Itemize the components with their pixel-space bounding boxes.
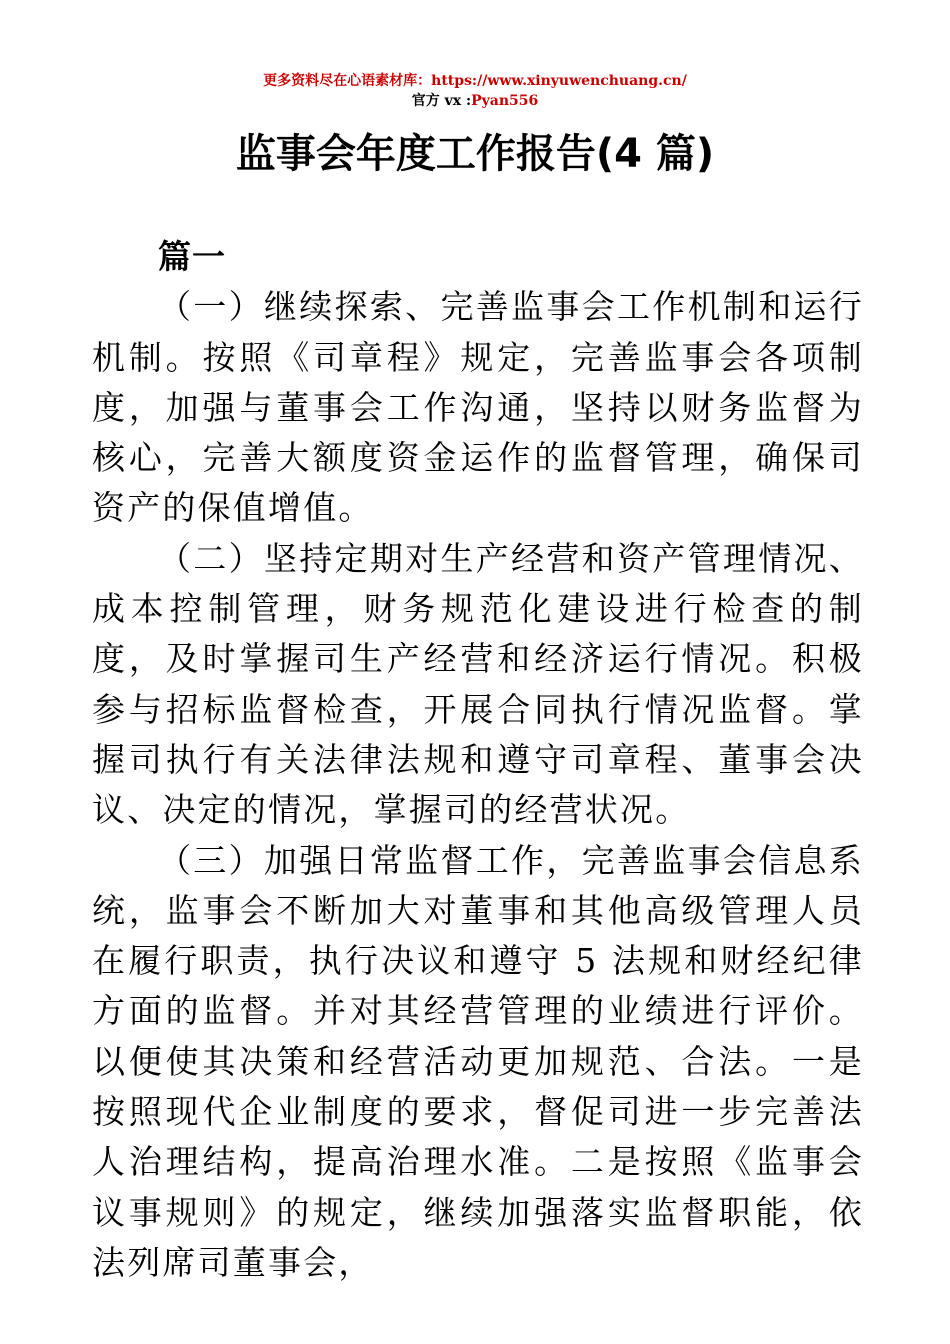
document-title: 监事会年度工作报告(4 篇) [235,131,715,177]
document-body [92,232,864,1288]
contact-label: 官方 vx : [411,93,472,109]
section-heading: 篇一 [158,237,226,276]
promo-header: 更多资料尽在心语素材库：https://www.xinyuwenchuang.cn/ [263,73,687,89]
contact-header [0,92,950,110]
paragraph-1: （一）继续探索、完善监事会工作机制和运行机制。按照《司章程》规定，完善监事会各项制度，加强与董事会工作沟通，坚持以财务监督为核心，完善大额度资金运作的监督管理，确保司资产的保值增值。 [92,287,864,528]
paragraph-3: （三）加强日常监督工作，完善监事会信息系统，监事会不断加大对董事和其他高级管理人员在履行职责，执行决议和遵守 5 法规和财经纪律方面的监督。并对其经营管理的业绩进行评价。以便使其决策和经营活动更加规范、合法。一是按照现代企业制度的要求，督促司进一步完善法人治理结构，提高治理水准。二是按照《监事会议事规则》的规定，继续加强落实监督职能，依法列席司董事会， [92,840,864,1282]
paragraph-2: （二）坚持定期对生产经营和资产管理情况、成本控制管理，财务规范化建设进行检查的制度，及时掌握司生产经营和经济运行情况。积极参与招标监督检查，开展合同执行情况监督。掌握司执行有关法律法规和遵守司章程、董事会决议、决定的情况，掌握司的经营状况。 [92,538,864,830]
contact-value: Pyan556 [471,93,539,109]
